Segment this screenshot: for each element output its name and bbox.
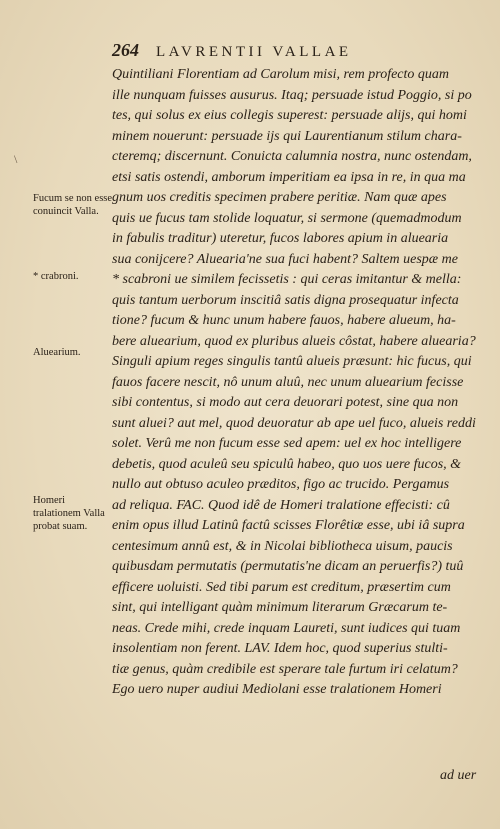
text-line: tes, qui solus ex eius collegis superest: persuade alijs, qui homi <box>112 108 467 123</box>
text-line: fauos facere nescit, nô unum aluû, nec unum aluearium fecisse <box>112 374 464 390</box>
text-line: cteremq; discernunt. Conuicta calumnia nostra, nunc ostendam, <box>112 149 472 164</box>
text-line: bere aluearium, quod ex pluribus alueis côstat, habere aluearia? <box>112 333 476 349</box>
text-line: insolentiam non ferent. LAV. Idem hoc, quod superius stulti- <box>112 641 448 656</box>
text-line: centesimum annû est, & in Nicolai bibliotheca uisum, paucis <box>112 538 453 554</box>
page-header <box>112 40 492 61</box>
text-line: neas. Crede mihi, crede inquam Laureti, sunt iudices qui tuam <box>112 620 461 636</box>
text-line: tiæ genus, quàm credibile est sperare tale furtum iri celatum? <box>112 661 458 677</box>
text-line: efficere uoluisti. Sed tibi parum est creditum, præsertim cum <box>112 579 451 595</box>
margin-note-crabroni: * crabroni. <box>33 271 79 282</box>
text-line: Quintiliani Florentiam ad Carolum misi, rem profecto quam <box>112 67 450 82</box>
text-line: minem nouerunt: persuade ijs qui Laurentianum stilum chara- <box>112 128 462 144</box>
text-line: tione? fucum & hunc unum habere fauos, habere alueum, ha- <box>112 313 456 328</box>
text-line: etsi satis ostendi, amborum imperitiam ea ipsa in re, in qua ma <box>112 169 466 185</box>
catchword: ad uer <box>440 768 477 783</box>
text-line: solet. Verû me non fucum esse sed apem: uel ex hoc intelligere <box>112 436 462 451</box>
text-line: enim opus illud Latinû factû scisses Florêtiæ esse, ubi iâ supra <box>112 518 465 533</box>
text-line: ad reliqua. FAC. Quod idê de Homeri tralatione effecisti: cû <box>112 497 450 513</box>
text-line: Ego uero nuper audiui Mediolani esse tralationem Homeri <box>112 682 442 697</box>
text-line: quis tantum uerborum inscitiâ satis digna prosequatur infecta <box>112 292 459 308</box>
text-line: Singuli apium reges singulis tantû alueis præsunt: hic fucus, qui <box>112 354 472 369</box>
text-line: * scabroni ue similem fecissetis : qui ceras imitantur & mella: <box>112 272 462 287</box>
text-line: ille nunquam fuisses ausurus. Itaq; persuade istud Poggio, si po <box>112 87 472 103</box>
text-line: nullo aut obtuso aculeo præditos, figo ac trucido. Pergamus <box>112 477 450 492</box>
text-line: quis ue fucus tam stolide loquatur, si sermone (quemadmodum <box>112 210 462 226</box>
text-line: gnum uos creditis specimen prabere peritiæ. Nam quæ apes <box>112 190 447 205</box>
text-line: sibi contentus, si modo aut cera deuorari potest, sine qua non <box>112 395 459 410</box>
running-head: LAVRENTII VALLAE <box>156 44 352 60</box>
margin-tick-mark: \ <box>14 152 18 166</box>
text-line: in fabulis traditur) uteretur, fucos labores apium in aluearia <box>112 231 449 246</box>
margin-note-aluearium: Aluearium. <box>33 347 81 358</box>
folio-number: 264 <box>112 40 139 60</box>
margin-note-fucum: Fucum se non esse conuincit Valla. <box>33 193 113 217</box>
text-line: sunt aluei? aut mel, quod deuoratur ab ape uel fuco, alueis reddi <box>112 415 476 431</box>
margin-note-homeri: Homeri tralationem Valla probat suam. <box>33 495 105 532</box>
text-line: debetis, quod aculeû seu spiculû habeo, quo uos uere fucos, & <box>112 456 462 472</box>
text-line: quibusdam permutatis (permutatis'ne dicam an peruerfis?) tuû <box>112 559 464 574</box>
main-text <box>112 65 488 701</box>
text-line: sua conijcere? Aluearia'ne sua fuci habent? Saltem uespæ me <box>112 251 458 267</box>
text-line: sint, qui intelligant quàm minimum literarum Græcarum te- <box>112 600 448 615</box>
